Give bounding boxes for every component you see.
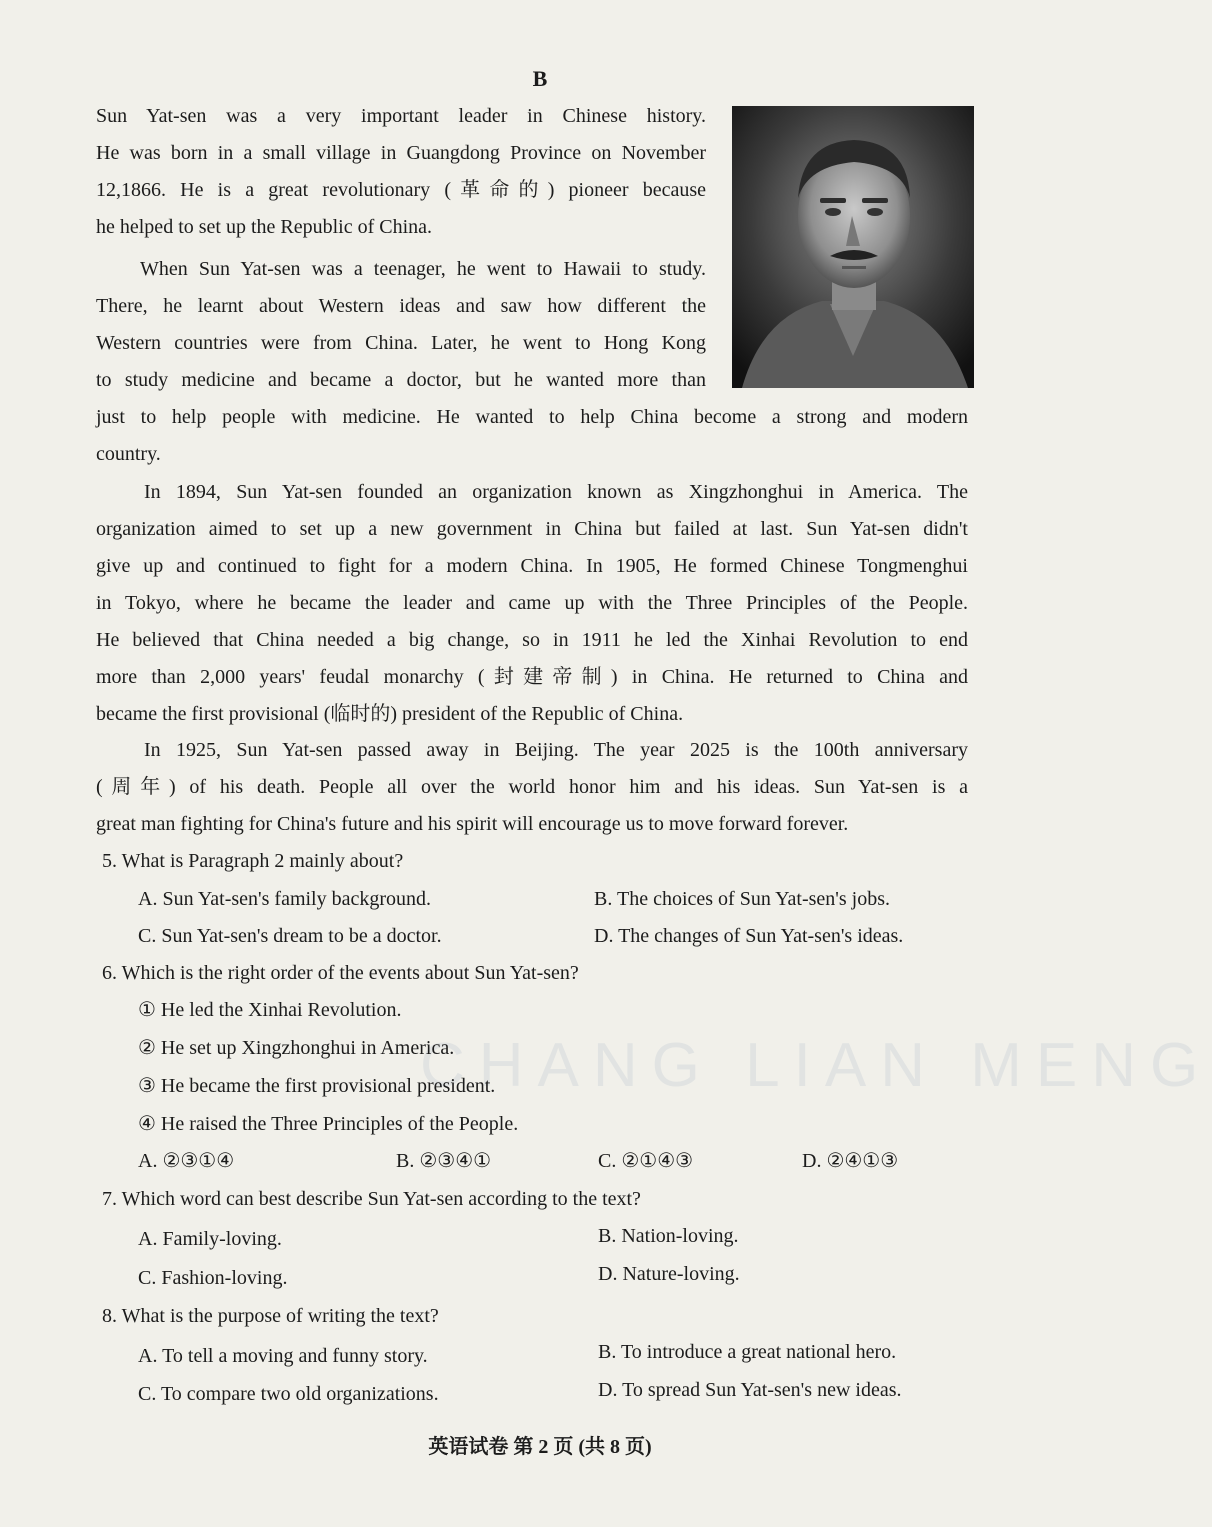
q5-option-d[interactable]: D. The changes of Sun Yat-sen's ideas. — [594, 925, 904, 947]
q6-event-3: ③ He became the first provisional president. — [138, 1075, 496, 1097]
q6-event-2: ② He set up Xingzhonghui in America. — [138, 1037, 455, 1059]
q8-option-b[interactable]: B. To introduce a great national hero. — [598, 1341, 897, 1363]
question-6-stem: 6. Which is the right order of the events about Sun Yat-sen? — [102, 962, 579, 984]
passage-p3-line-6: more than 2,000 years' feudal monarchy (封建帝制) in China. He returned to China and — [96, 666, 968, 688]
passage-p3-line-3: give up and continued to fight for a modern China. In 1905, He formed Chinese Tongmenghui — [96, 555, 968, 577]
q7-option-a[interactable]: A. Family-loving. — [138, 1228, 282, 1250]
question-5-stem: 5. What is Paragraph 2 mainly about? — [102, 850, 404, 872]
q7-option-b[interactable]: B. Nation-loving. — [598, 1225, 739, 1247]
passage-p4-line-1: In 1925, Sun Yat-sen passed away in Beijing. The year 2025 is the 100th anniversary — [144, 739, 968, 761]
passage-p2-line-1 — [96, 251, 706, 288]
passage-p2-line-2: There, he learnt about Western ideas and saw how different the — [96, 295, 706, 317]
page-footer: 英语试卷 第 2 页 (共 8 页) — [428, 1436, 652, 1458]
passage-p4-line-2: (周年) of his death. People all over the world honor him and his ideas. Sun Yat-sen is a — [96, 776, 968, 798]
q8-option-c[interactable]: C. To compare two old organizations. — [138, 1383, 439, 1405]
passage-p2-line-3: Western countries were from China. Later, he went to Hong Kong — [96, 332, 706, 354]
q5-option-c[interactable]: C. Sun Yat-sen's dream to be a doctor. — [138, 925, 442, 947]
passage-p3-line-5: He believed that China needed a big change, so in 1911 he led the Xinhai Revolution to end — [96, 629, 968, 651]
passage-p2-line-4: to study medicine and became a doctor, but he wanted more than — [96, 369, 706, 391]
passage-p3-line-7: became the first provisional (临时的) president of the Republic of China. — [96, 703, 684, 725]
q5-option-b[interactable]: B. The choices of Sun Yat-sen's jobs. — [594, 888, 891, 910]
passage-p1-line-3: 12,1866. He is a great revolutionary (革命的) pioneer because — [96, 179, 706, 201]
portrait-photo — [732, 106, 974, 388]
question-8-stem: 8. What is the purpose of writing the text? — [102, 1305, 439, 1327]
q7-option-c[interactable]: C. Fashion-loving. — [138, 1267, 288, 1289]
passage-p1-line-2: He was born in a small village in Guangdong Province on November — [96, 142, 706, 164]
q6-option-a[interactable]: A. ②③①④ — [138, 1150, 235, 1172]
question-7-stem: 7. Which word can best describe Sun Yat-sen according to the text? — [102, 1188, 641, 1210]
q5-option-a[interactable]: A. Sun Yat-sen's family background. — [138, 888, 432, 910]
passage-p4-line-3: great man fighting for China's future and his spirit will encourage us to move forward forever. — [96, 813, 849, 835]
passage-p1-line-4: he helped to set up the Republic of China. — [96, 216, 433, 238]
q6-event-1: ① He led the Xinhai Revolution. — [138, 999, 402, 1021]
q8-option-d[interactable]: D. To spread Sun Yat-sen's new ideas. — [598, 1379, 902, 1401]
passage-p2-line-5: just to help people with medicine. He wanted to help China become a strong and modern — [96, 406, 968, 428]
passage-p2-line-1-text: When Sun Yat-sen was a teenager, he went to Hawaii to study. — [140, 258, 706, 280]
passage-p3-line-2: organization aimed to set up a new government in China but failed at last. Sun Yat-sen didn't — [96, 518, 968, 540]
passage-p2-line-6: country. — [96, 443, 161, 465]
q8-option-a[interactable]: A. To tell a moving and funny story. — [138, 1345, 428, 1367]
passage-p1-line-1: Sun Yat-sen was a very important leader in Chinese history. — [96, 105, 706, 127]
q6-event-4: ④ He raised the Three Principles of the People. — [138, 1113, 519, 1135]
section-heading: B — [532, 66, 548, 91]
q6-option-d[interactable]: D. ②④①③ — [802, 1150, 899, 1172]
q6-option-c[interactable]: C. ②①④③ — [598, 1150, 694, 1172]
q7-option-d[interactable]: D. Nature-loving. — [598, 1263, 740, 1285]
watermark: CHANG LIAN MENG — [420, 1031, 1212, 1100]
passage-p3-line-1: In 1894, Sun Yat-sen founded an organization known as Xingzhonghui in America. The — [144, 481, 968, 503]
q6-option-b[interactable]: B. ②③④① — [396, 1150, 492, 1172]
passage-p3-line-4: in Tokyo, where he became the leader and came up with the Three Principles of the People. — [96, 592, 968, 614]
